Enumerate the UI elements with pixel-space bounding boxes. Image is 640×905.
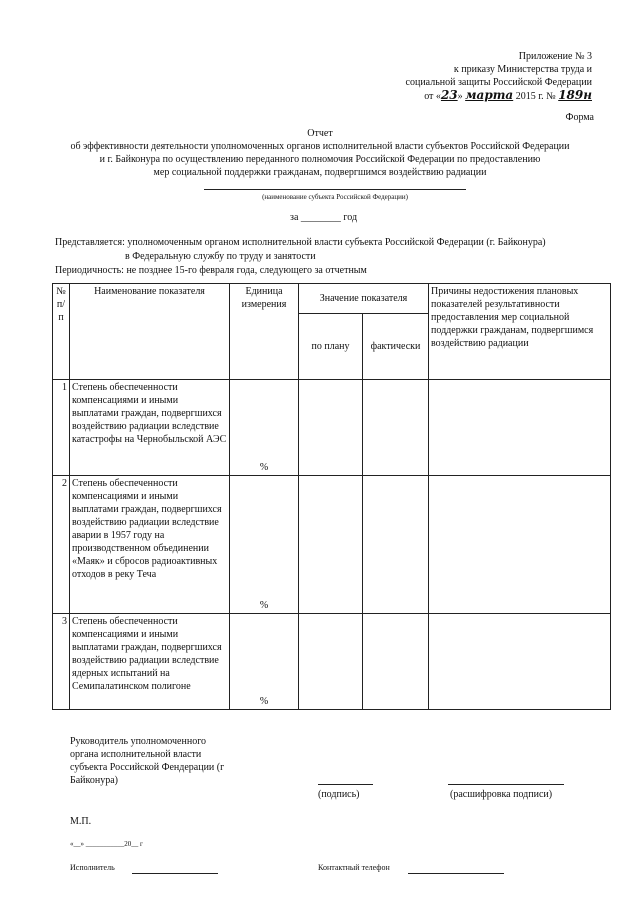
date-year: 2015 г. № bbox=[515, 91, 556, 102]
title-line2: и г. Байконура по осуществлению переданного полномочия Российской Федерации по предоставлению bbox=[99, 154, 541, 165]
date-prefix: от « bbox=[424, 91, 441, 102]
row-name: Степень обеспеченности компенсациями и иными выплатами граждан, подвергшихся воздействию радиации вследствие аварии в 1957 году на производственном объединении «Маяк» и сбросов радиоактивных отходов в реку Теча bbox=[70, 476, 230, 614]
header-reasons: Причины недостижения плановых показателей результативности предоставления мер социальной поддержки гражданам, подвергшимся воздействию радиации bbox=[429, 284, 611, 380]
header-name: Наименование показателя bbox=[70, 284, 230, 380]
header-actual: фактически bbox=[363, 314, 429, 380]
row-num: 1 bbox=[53, 380, 70, 476]
executor-label: Исполнитель bbox=[70, 863, 115, 872]
table-row bbox=[53, 380, 611, 476]
decode-line bbox=[448, 784, 564, 785]
table-row bbox=[53, 614, 611, 710]
head-line4: Байконура) bbox=[70, 775, 119, 786]
appendix-line3: социальной защиты Российской Федерации bbox=[405, 77, 592, 88]
row-reasons-cell[interactable] bbox=[429, 380, 611, 476]
header-num: № п/п bbox=[53, 284, 70, 380]
row-actual-cell[interactable] bbox=[363, 476, 429, 614]
sign-caption: (подпись) bbox=[318, 789, 360, 800]
title-line3: мер социальной поддержки гражданам, подвергшимся воздействию радиации bbox=[153, 167, 487, 178]
row-num: 3 bbox=[53, 614, 70, 710]
row-reasons-cell[interactable] bbox=[429, 476, 611, 614]
row-actual-cell[interactable] bbox=[363, 380, 429, 476]
presented-line2: в Федеральную службу по труду и занятости bbox=[125, 251, 316, 262]
form-label: Форма bbox=[565, 112, 594, 123]
row-plan-cell[interactable] bbox=[299, 380, 363, 476]
subject-caption: (наименование субъекта Российской Федерации) bbox=[262, 193, 408, 201]
year-line bbox=[290, 211, 357, 224]
row-reasons-cell[interactable] bbox=[429, 614, 611, 710]
year-blank: ________ bbox=[300, 212, 341, 223]
executor-line[interactable] bbox=[132, 873, 218, 874]
date-line: «__» ___________20__ г bbox=[70, 840, 143, 848]
appendix-line1: Приложение № 3 bbox=[518, 51, 592, 62]
periodicity: Периодичность: не позднее 15-го февраля года, следующего за отчетным bbox=[55, 265, 367, 276]
header-unit: Единица измерения bbox=[230, 284, 299, 380]
header-plan: по плану bbox=[299, 314, 363, 380]
row-actual-cell[interactable] bbox=[363, 614, 429, 710]
row-name: Степень обеспеченности компенсациями и иными выплатами граждан, подвергшихся воздействию радиации вследствие ядерных испытаний на Семипалатинском полигоне bbox=[70, 614, 230, 710]
handwritten-number: 189н bbox=[558, 88, 592, 102]
contact-label: Контактный телефон bbox=[318, 863, 390, 872]
subject-name-line bbox=[204, 189, 466, 190]
appendix-block bbox=[332, 50, 592, 103]
head-line2: органа исполнительной власти bbox=[70, 749, 202, 760]
signature-line bbox=[318, 784, 373, 785]
contact-line[interactable] bbox=[408, 873, 504, 874]
stamp-label: М.П. bbox=[70, 816, 92, 827]
row-num: 2 bbox=[53, 476, 70, 614]
handwritten-month: марта bbox=[465, 88, 514, 102]
decode-caption: (расшифровка подписи) bbox=[450, 789, 553, 800]
report-title bbox=[40, 127, 600, 179]
handwritten-day: 23 bbox=[440, 88, 458, 102]
head-signatory bbox=[70, 735, 224, 787]
appendix-line2: к приказу Министерства труда и bbox=[453, 64, 592, 75]
title-heading: Отчет bbox=[307, 128, 333, 139]
head-line3: субъекта Российской Фендерации (г bbox=[70, 762, 225, 773]
row-plan-cell[interactable] bbox=[299, 614, 363, 710]
presented-line1: Представляется: уполномоченным органом исполнительной власти субъекта Российской Федерации (г. Байконура) bbox=[55, 237, 546, 248]
date-mid: » bbox=[457, 91, 463, 102]
title-line1: об эффективности деятельности уполномоченных органов исполнительной власти субъектов Российской Федерации bbox=[70, 141, 570, 152]
year-suffix: год bbox=[343, 212, 358, 223]
row-unit: % bbox=[230, 476, 299, 614]
year-prefix: за bbox=[290, 212, 299, 223]
table-row bbox=[53, 476, 611, 614]
row-unit: % bbox=[230, 614, 299, 710]
row-plan-cell[interactable] bbox=[299, 476, 363, 614]
header-value: Значение показателя bbox=[299, 284, 429, 314]
appendix-date-line bbox=[332, 89, 592, 103]
row-unit: % bbox=[230, 380, 299, 476]
row-name: Степень обеспеченности компенсациями и иными выплатами граждан, подвергшихся воздействию радиации вследствие катастрофы на Чернобыльской АЭС bbox=[70, 380, 230, 476]
head-line1: Руководитель уполномоченного bbox=[70, 736, 207, 747]
report-table bbox=[52, 283, 611, 710]
